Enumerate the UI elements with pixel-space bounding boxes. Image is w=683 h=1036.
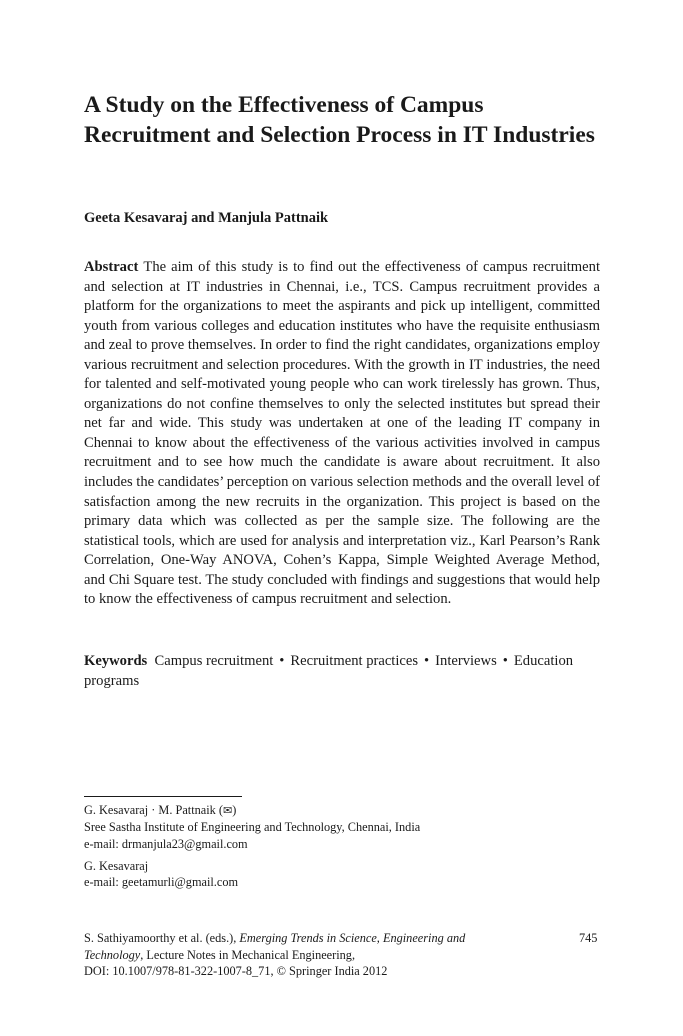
abstract-text: The aim of this study is to find out the effectiveness of campus recruitment and selection at IT industries in Chennai, i.e., TCS. Campus recruitment provides a platform for the organizations to meet the aspirants and pick up intelligent, committed youth from various colleges and education institutes who have the requisite enthusiasm and zeal to prove themselves. In order to find the right candidates, organizations employ various recruitment and selection procedures. With the growth in IT industries, the need for talented and self-motivated young people who can work tirelessly has grown. Thus, organizations do not confine themselves to only the selected institutes but spread their net far and wide. This study was undertaken at one of the leading IT company in Chennai to know about the effectiveness of the various activities involved in campus recruitment and to see how much the candidate is aware about recruitment. It also includes the candidates’ perception on various selection methods and the overall level of satisfaction among the new recruits in the organization. This project is based on the primary data which was collected as per the sample size. The following are the statistical tools, which are used for analysis and interpretation viz., Karl Pearson’s Rank Correlation, One-Way ANOVA, Cohen’s Kappa, Simple Weighted Average Method, and Chi Square test. The study concluded with findings and suggestions that would help to know the effectiveness of campus recruitment and selection. xyxy=(84,259,601,608)
keyword-item: Education programs xyxy=(84,653,574,689)
keyword-item: Recruitment practices xyxy=(290,653,419,669)
affiliation-authors-line: G. Kesavaraj · M. Pattnaik (✉) xyxy=(84,803,237,817)
citation-editors: S. Sathiyamoorthy et al. (eds.), xyxy=(84,931,240,945)
keyword-separator: • xyxy=(502,653,508,669)
footnote-divider xyxy=(84,796,242,797)
envelope-icon: ✉ xyxy=(223,805,233,817)
keyword-item: Campus recruitment xyxy=(154,653,274,669)
affiliation-names: G. Kesavaraj · M. Pattnaik xyxy=(84,803,216,817)
citation-book-title: Emerging Trends in Science, Engineering and Technology xyxy=(84,931,466,962)
keyword-item: Interviews xyxy=(435,653,497,669)
keyword-separator: • xyxy=(424,653,430,669)
author-affiliations xyxy=(84,802,604,890)
keyword-separator: • xyxy=(279,653,285,669)
author-list: Geeta Kesavaraj and Manjula Pattnaik xyxy=(84,210,329,226)
affiliation-email: e-mail: geetamurli@gmail.com xyxy=(84,875,239,890)
affiliation-author: G. Kesavaraj xyxy=(84,858,149,873)
abstract xyxy=(84,258,600,610)
citation-doi: DOI: 10.1007/978-81-322-1007-8_71, © Springer India 2012 xyxy=(84,964,388,978)
affiliation-email: e-mail: drmanjula23@gmail.com xyxy=(84,836,248,851)
keywords-label: Keywords xyxy=(84,653,148,669)
keywords xyxy=(84,652,600,691)
page-number: 745 xyxy=(579,931,598,945)
citation-series: , Lecture Notes in Mechanical Engineering, xyxy=(140,947,356,962)
citation-footer xyxy=(84,930,504,980)
affiliation-institution: Sree Sastha Institute of Engineering and Technology, Chennai, India xyxy=(84,820,421,835)
abstract-label: Abstract xyxy=(84,259,139,275)
paper-title: A Study on the Effectiveness of Campus Recruitment and Selection Process in IT Industries xyxy=(84,92,595,148)
